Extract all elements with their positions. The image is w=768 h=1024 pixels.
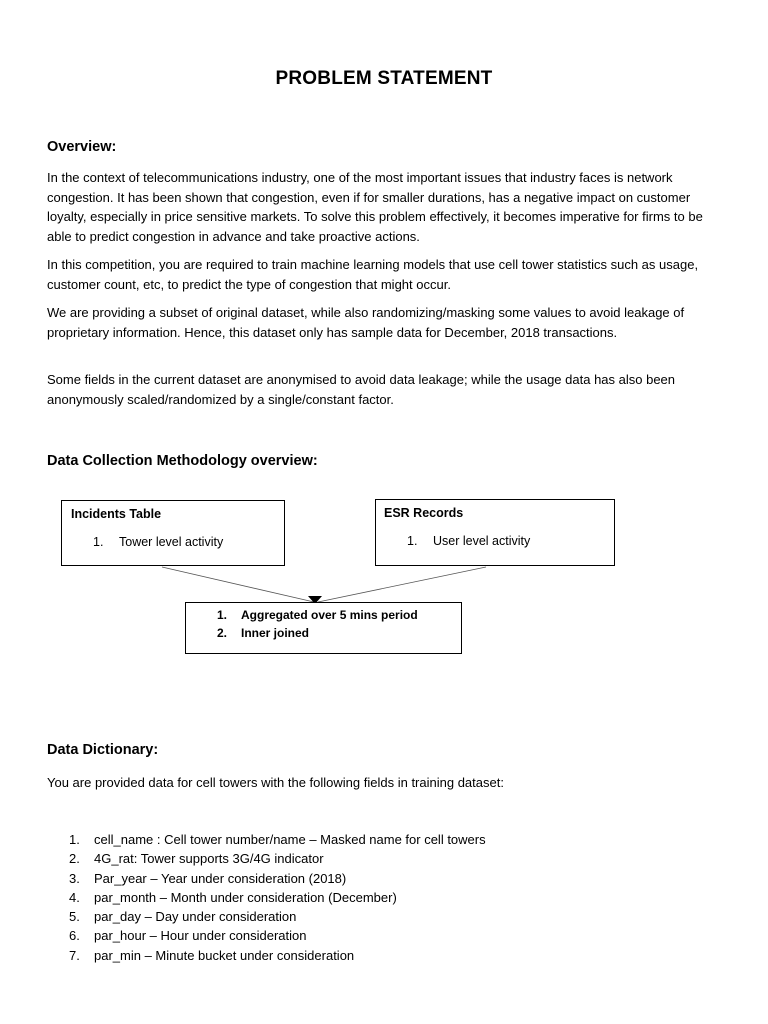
list-item <box>69 907 486 926</box>
incidents-item-number: 1. <box>93 535 104 549</box>
list-item-text: par_month – Month under consideration (December) <box>94 889 397 905</box>
list-item-number: 2. <box>69 851 80 867</box>
list-item-number: 1. <box>69 832 80 847</box>
list-item <box>69 888 486 907</box>
aggregation-item-2-number: 2. <box>217 626 228 640</box>
list-item <box>69 869 486 888</box>
page-title: PROBLEM STATEMENT <box>275 68 493 89</box>
list-item-number: 5. <box>69 909 80 925</box>
aggregation-item-1-number: 1. <box>217 608 228 622</box>
list-item-number: 7. <box>69 947 80 963</box>
aggregation-item-1 <box>217 608 418 622</box>
dictionary-intro: You are provided data for cell towers with the following fields in training dataset: <box>47 775 504 790</box>
esr-item-text: User level activity <box>433 534 531 548</box>
dictionary-field-list <box>69 830 486 965</box>
incidents-table-box <box>61 500 285 566</box>
aggregation-item-2 <box>217 626 309 640</box>
esr-item-number: 1. <box>407 534 418 548</box>
arrow-line-esr <box>318 567 486 602</box>
aggregation-box <box>185 602 462 654</box>
list-item-number: 3. <box>69 870 80 886</box>
list-item <box>69 946 486 965</box>
overview-paragraph-1: In the context of telecommunications industry, one of the most important issues that industry faces is network congestion. It has been shown that congestion, even if for smaller durations, has a negative impact on customer loyalty, especially in price sensitive markets. To solve this problem effectively, it becomes imperative for firms to be able to predict congestion in advance and take proactive actions. <box>47 170 703 244</box>
esr-records-item <box>407 534 530 548</box>
list-item <box>69 830 486 849</box>
overview-paragraph-4: Some fields in the current dataset are anonymised to avoid data leakage; while the usage data has also been anonymously scaled/randomized by a single/constant factor. <box>47 372 676 407</box>
list-item-text: par_hour – Hour under consideration <box>94 928 307 944</box>
overview-paragraph-2: In this competition, you are required to train machine learning models that use cell tower statistics such as usage, customer count, etc, to predict the type of congestion that might occur. <box>47 257 699 292</box>
list-item-text: Par_year – Year under consideration (2018) <box>94 870 347 886</box>
list-item-text: par_min – Minute bucket under consideration <box>94 947 355 963</box>
list-item <box>69 926 486 945</box>
overview-paragraph-3: We are providing a subset of original dataset, while also randomizing/masking some values to avoid leakage of proprietary information. Hence, this dataset only has sample data for December, 2018 transactions. <box>47 305 685 340</box>
methodology-heading: Data Collection Methodology overview: <box>47 453 318 469</box>
list-item-text: par_day – Day under consideration <box>94 909 297 925</box>
aggregation-item-2-text: Inner joined <box>241 626 310 640</box>
list-item <box>69 849 486 868</box>
esr-records-box <box>375 499 615 566</box>
incidents-item-text: Tower level activity <box>119 535 224 549</box>
overview-heading: Overview: <box>47 139 117 155</box>
aggregation-item-1-text: Aggregated over 5 mins period <box>241 608 418 622</box>
arrow-line-incidents <box>162 567 314 602</box>
dictionary-heading: Data Dictionary: <box>47 742 159 758</box>
incidents-table-title: Incidents Table <box>71 507 162 521</box>
list-item-text: 4G_rat: Tower supports 3G/4G indicator <box>94 851 324 867</box>
list-item-number: 4. <box>69 889 80 905</box>
list-item-text: cell_name : Cell tower number/name – Masked name for cell towers <box>94 832 486 847</box>
esr-records-title: ESR Records <box>384 506 464 520</box>
incidents-table-item <box>93 535 223 549</box>
list-item-number: 6. <box>69 928 80 944</box>
